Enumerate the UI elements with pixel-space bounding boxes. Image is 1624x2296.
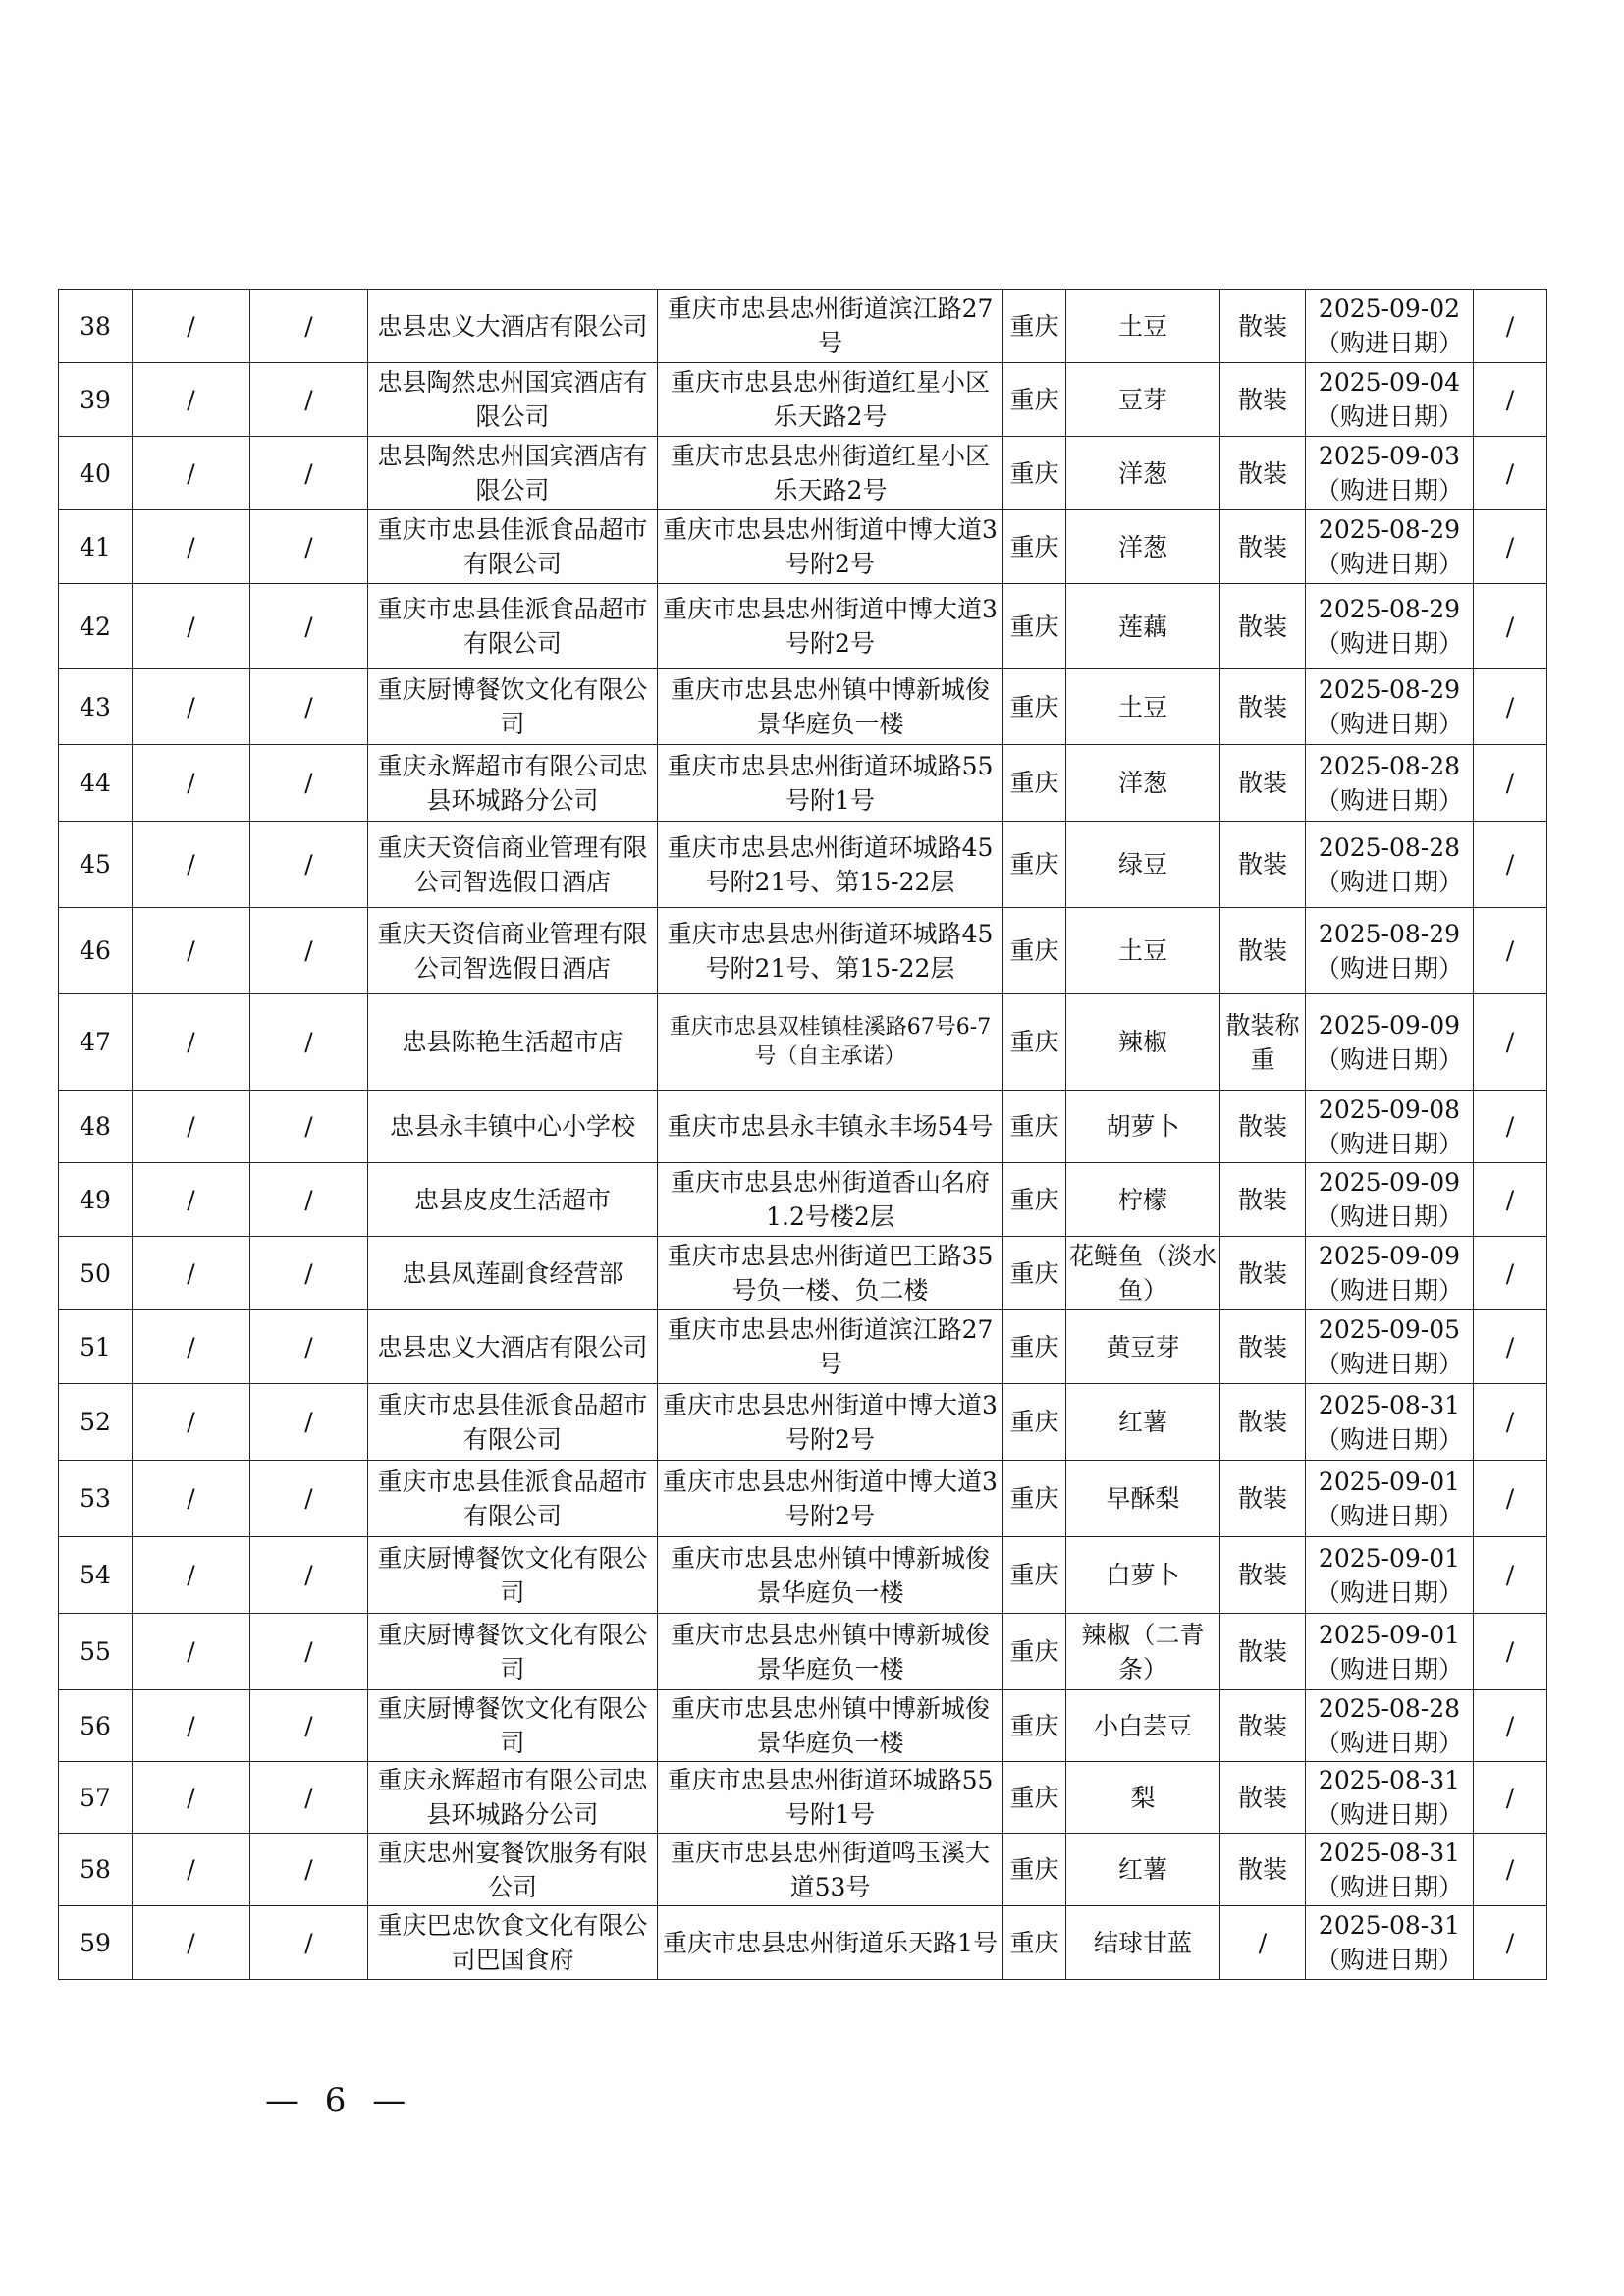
slash-cell: / bbox=[250, 1762, 368, 1834]
product-cell: 柠檬 bbox=[1066, 1163, 1220, 1237]
date-note: （购进日期） bbox=[1315, 1044, 1463, 1074]
packaging-cell: 散装 bbox=[1220, 1163, 1306, 1237]
province-cell: 重庆 bbox=[1003, 510, 1066, 584]
product-cell: 绿豆 bbox=[1066, 822, 1220, 908]
slash-cell: / bbox=[1474, 437, 1547, 510]
row-number-cell: 58 bbox=[59, 1834, 133, 1906]
date-cell bbox=[1306, 669, 1474, 745]
date-value: 2025-08-31 bbox=[1318, 1390, 1461, 1419]
company-cell: 重庆厨博餐饮文化有限公司 bbox=[368, 1537, 658, 1614]
row-number-cell: 56 bbox=[59, 1690, 133, 1762]
table-row bbox=[59, 1834, 1547, 1906]
packaging-cell: 散装 bbox=[1220, 510, 1306, 584]
date-value: 2025-09-01 bbox=[1318, 1543, 1461, 1573]
row-number-cell: 49 bbox=[59, 1163, 133, 1237]
date-cell bbox=[1306, 437, 1474, 510]
company-cell: 忠县皮皮生活超市 bbox=[368, 1163, 658, 1237]
packaging-cell: 散装 bbox=[1220, 1834, 1306, 1906]
date-cell bbox=[1306, 1834, 1474, 1906]
row-number-cell: 45 bbox=[59, 822, 133, 908]
product-cell: 早酥梨 bbox=[1066, 1461, 1220, 1537]
slash-cell: / bbox=[250, 1310, 368, 1384]
company-cell: 忠县陶然忠州国宾酒店有限公司 bbox=[368, 363, 658, 437]
slash-cell: / bbox=[133, 1762, 250, 1834]
company-cell: 忠县永丰镇中心小学校 bbox=[368, 1091, 658, 1163]
slash-cell: / bbox=[250, 363, 368, 437]
province-cell: 重庆 bbox=[1003, 1690, 1066, 1762]
slash-cell: / bbox=[250, 745, 368, 822]
table-row bbox=[59, 584, 1547, 669]
address-cell: 重庆市忠县忠州街道中博大道3号附2号 bbox=[658, 584, 1003, 669]
table-row bbox=[59, 669, 1547, 745]
company-cell: 重庆天资信商业管理有限公司智选假日酒店 bbox=[368, 822, 658, 908]
product-cell: 洋葱 bbox=[1066, 745, 1220, 822]
table-row bbox=[59, 822, 1547, 908]
packaging-cell: 散装 bbox=[1220, 669, 1306, 745]
province-cell: 重庆 bbox=[1003, 1614, 1066, 1690]
row-number-cell: 40 bbox=[59, 437, 133, 510]
product-cell: 红薯 bbox=[1066, 1834, 1220, 1906]
product-cell: 辣椒 bbox=[1066, 994, 1220, 1091]
date-note: （购进日期） bbox=[1315, 710, 1463, 738]
product-cell: 豆芽 bbox=[1066, 363, 1220, 437]
date-note: （购进日期） bbox=[1315, 953, 1463, 983]
row-number-cell: 59 bbox=[59, 1906, 133, 1980]
slash-cell: / bbox=[133, 994, 250, 1091]
slash-cell: / bbox=[250, 822, 368, 908]
slash-cell: / bbox=[250, 510, 368, 584]
slash-cell: / bbox=[133, 1834, 250, 1906]
address-cell: 重庆市忠县忠州街道红星小区乐天路2号 bbox=[658, 437, 1003, 510]
address-cell: 重庆市忠县忠州街道环城路45号附21号、第15-22层 bbox=[658, 822, 1003, 908]
product-cell: 黄豆芽 bbox=[1066, 1310, 1220, 1384]
date-value: 2025-09-09 bbox=[1318, 1242, 1461, 1270]
company-cell: 重庆市忠县佳派食品超市有限公司 bbox=[368, 510, 658, 584]
date-note: （购进日期） bbox=[1315, 1729, 1463, 1757]
slash-cell: / bbox=[1474, 510, 1547, 584]
slash-cell: / bbox=[133, 908, 250, 994]
table-row bbox=[59, 1461, 1547, 1537]
slash-cell: / bbox=[250, 1461, 368, 1537]
date-note: （购进日期） bbox=[1315, 1350, 1463, 1378]
company-cell: 重庆永辉超市有限公司忠县环城路分公司 bbox=[368, 1762, 658, 1834]
packaging-cell: 散装称重 bbox=[1220, 994, 1306, 1091]
date-cell bbox=[1306, 1163, 1474, 1237]
date-value: 2025-09-09 bbox=[1318, 1168, 1461, 1197]
slash-cell: / bbox=[1474, 822, 1547, 908]
date-note: （购进日期） bbox=[1315, 785, 1463, 815]
address-cell: 重庆市忠县忠州街道鸣玉溪大道53号 bbox=[658, 1834, 1003, 1906]
packaging-cell: 散装 bbox=[1220, 1762, 1306, 1834]
address-cell: 重庆市忠县双桂镇桂溪路67号6-7号（自主承诺） bbox=[658, 994, 1003, 1091]
province-cell: 重庆 bbox=[1003, 1906, 1066, 1980]
date-note: （购进日期） bbox=[1315, 867, 1463, 896]
slash-cell: / bbox=[250, 584, 368, 669]
slash-cell: / bbox=[133, 1163, 250, 1237]
table-row bbox=[59, 1237, 1547, 1310]
date-value: 2025-08-31 bbox=[1318, 1838, 1461, 1867]
slash-cell: / bbox=[250, 1834, 368, 1906]
product-cell: 土豆 bbox=[1066, 290, 1220, 363]
product-cell: 胡萝卜 bbox=[1066, 1091, 1220, 1163]
province-cell: 重庆 bbox=[1003, 994, 1066, 1091]
date-cell bbox=[1306, 908, 1474, 994]
date-cell bbox=[1306, 822, 1474, 908]
company-cell: 重庆天资信商业管理有限公司智选假日酒店 bbox=[368, 908, 658, 994]
province-cell: 重庆 bbox=[1003, 290, 1066, 363]
company-cell: 忠县忠义大酒店有限公司 bbox=[368, 290, 658, 363]
row-number-cell: 44 bbox=[59, 745, 133, 822]
table-row bbox=[59, 745, 1547, 822]
slash-cell: / bbox=[1474, 1461, 1547, 1537]
slash-cell: / bbox=[133, 437, 250, 510]
slash-cell: / bbox=[1474, 1237, 1547, 1310]
date-value: 2025-09-08 bbox=[1318, 1095, 1461, 1124]
slash-cell: / bbox=[1474, 1762, 1547, 1834]
province-cell: 重庆 bbox=[1003, 669, 1066, 745]
product-cell: 红薯 bbox=[1066, 1384, 1220, 1461]
packaging-cell: 散装 bbox=[1220, 363, 1306, 437]
date-value: 2025-09-04 bbox=[1318, 368, 1461, 397]
date-value: 2025-08-29 bbox=[1318, 675, 1461, 704]
product-cell: 辣椒（二青条） bbox=[1066, 1614, 1220, 1690]
slash-cell: / bbox=[1474, 745, 1547, 822]
date-cell bbox=[1306, 745, 1474, 822]
table-row bbox=[59, 437, 1547, 510]
slash-cell: / bbox=[133, 822, 250, 908]
province-cell: 重庆 bbox=[1003, 908, 1066, 994]
inspection-table bbox=[58, 289, 1547, 1980]
slash-cell: / bbox=[133, 290, 250, 363]
company-cell: 重庆厨博餐饮文化有限公司 bbox=[368, 669, 658, 745]
table-row bbox=[59, 1537, 1547, 1614]
slash-cell: / bbox=[1474, 1384, 1547, 1461]
product-cell: 土豆 bbox=[1066, 669, 1220, 745]
date-value: 2025-08-29 bbox=[1318, 919, 1461, 948]
slash-cell: / bbox=[250, 437, 368, 510]
table-row bbox=[59, 1310, 1547, 1384]
packaging-cell: 散装 bbox=[1220, 1237, 1306, 1310]
date-value: 2025-09-03 bbox=[1318, 442, 1461, 470]
product-cell: 土豆 bbox=[1066, 908, 1220, 994]
date-value: 2025-08-29 bbox=[1318, 595, 1461, 623]
packaging-cell: 散装 bbox=[1220, 1614, 1306, 1690]
slash-cell: / bbox=[1474, 584, 1547, 669]
row-number-cell: 38 bbox=[59, 290, 133, 363]
table-row bbox=[59, 908, 1547, 994]
company-cell: 重庆市忠县佳派食品超市有限公司 bbox=[368, 1461, 658, 1537]
table-row bbox=[59, 290, 1547, 363]
address-cell: 重庆市忠县忠州镇中博新城俊景华庭负一楼 bbox=[658, 1690, 1003, 1762]
address-cell: 重庆市忠县忠州街道香山名府1.2号楼2层 bbox=[658, 1163, 1003, 1237]
row-number-cell: 55 bbox=[59, 1614, 133, 1690]
date-cell bbox=[1306, 584, 1474, 669]
slash-cell: / bbox=[250, 669, 368, 745]
product-cell: 莲藕 bbox=[1066, 584, 1220, 669]
product-cell: 梨 bbox=[1066, 1762, 1220, 1834]
address-cell: 重庆市忠县忠州街道中博大道3号附2号 bbox=[658, 1384, 1003, 1461]
address-cell: 重庆市忠县忠州街道环城路55号附1号 bbox=[658, 745, 1003, 822]
packaging-cell: 散装 bbox=[1220, 437, 1306, 510]
slash-cell: / bbox=[133, 1384, 250, 1461]
address-cell: 重庆市忠县忠州街道巴王路35号负一楼、负二楼 bbox=[658, 1237, 1003, 1310]
slash-cell: / bbox=[1474, 669, 1547, 745]
date-value: 2025-09-05 bbox=[1318, 1315, 1461, 1344]
date-note: （购进日期） bbox=[1315, 1577, 1463, 1607]
company-cell: 重庆忠州宴餐饮服务有限公司 bbox=[368, 1834, 658, 1906]
company-cell: 重庆永辉超市有限公司忠县环城路分公司 bbox=[368, 745, 658, 822]
date-cell bbox=[1306, 290, 1474, 363]
row-number-cell: 42 bbox=[59, 584, 133, 669]
table-row bbox=[59, 510, 1547, 584]
date-value: 2025-09-01 bbox=[1318, 1467, 1461, 1496]
product-cell: 花鲢鱼（淡水鱼） bbox=[1066, 1237, 1220, 1310]
address-cell: 重庆市忠县永丰镇永丰场54号 bbox=[658, 1091, 1003, 1163]
company-cell: 忠县陈艳生活超市店 bbox=[368, 994, 658, 1091]
row-number-cell: 48 bbox=[59, 1091, 133, 1163]
province-cell: 重庆 bbox=[1003, 1461, 1066, 1537]
date-note: （购进日期） bbox=[1315, 550, 1463, 578]
slash-cell: / bbox=[133, 1537, 250, 1614]
slash-cell: / bbox=[133, 1237, 250, 1310]
table-row bbox=[59, 1163, 1547, 1237]
product-cell: 洋葱 bbox=[1066, 437, 1220, 510]
slash-cell: / bbox=[1474, 1834, 1547, 1906]
address-cell: 重庆市忠县忠州街道环城路55号附1号 bbox=[658, 1762, 1003, 1834]
province-cell: 重庆 bbox=[1003, 1091, 1066, 1163]
slash-cell: / bbox=[1474, 1310, 1547, 1384]
table-row bbox=[59, 1614, 1547, 1690]
address-cell: 重庆市忠县忠州镇中博新城俊景华庭负一楼 bbox=[658, 1537, 1003, 1614]
date-note: （购进日期） bbox=[1315, 1501, 1463, 1530]
slash-cell: / bbox=[1474, 1091, 1547, 1163]
row-number-cell: 41 bbox=[59, 510, 133, 584]
date-note: （购进日期） bbox=[1315, 1946, 1463, 1974]
product-cell: 结球甘蓝 bbox=[1066, 1906, 1220, 1980]
address-cell: 重庆市忠县忠州街道中博大道3号附2号 bbox=[658, 1461, 1003, 1537]
date-cell bbox=[1306, 1906, 1474, 1980]
row-number-cell: 47 bbox=[59, 994, 133, 1091]
date-value: 2025-08-29 bbox=[1318, 515, 1461, 544]
company-cell: 重庆厨博餐饮文化有限公司 bbox=[368, 1614, 658, 1690]
slash-cell: / bbox=[250, 908, 368, 994]
date-note: （购进日期） bbox=[1315, 476, 1463, 505]
slash-cell: / bbox=[133, 1906, 250, 1980]
province-cell: 重庆 bbox=[1003, 1163, 1066, 1237]
province-cell: 重庆 bbox=[1003, 745, 1066, 822]
slash-cell: / bbox=[1474, 1690, 1547, 1762]
date-cell bbox=[1306, 1461, 1474, 1537]
slash-cell: / bbox=[250, 1163, 368, 1237]
slash-cell: / bbox=[250, 1690, 368, 1762]
address-cell: 重庆市忠县忠州街道滨江路27号 bbox=[658, 290, 1003, 363]
row-number-cell: 52 bbox=[59, 1384, 133, 1461]
slash-cell: / bbox=[133, 1310, 250, 1384]
date-cell bbox=[1306, 510, 1474, 584]
packaging-cell: 散装 bbox=[1220, 1690, 1306, 1762]
slash-cell: / bbox=[133, 1461, 250, 1537]
date-note: （购进日期） bbox=[1315, 329, 1463, 357]
slash-cell: / bbox=[1474, 1537, 1547, 1614]
date-note: （购进日期） bbox=[1315, 1872, 1463, 1901]
slash-cell: / bbox=[250, 1906, 368, 1980]
province-cell: 重庆 bbox=[1003, 1762, 1066, 1834]
row-number-cell: 53 bbox=[59, 1461, 133, 1537]
company-cell: 重庆市忠县佳派食品超市有限公司 bbox=[368, 1384, 658, 1461]
packaging-cell: 散装 bbox=[1220, 584, 1306, 669]
address-cell: 重庆市忠县忠州镇中博新城俊景华庭负一楼 bbox=[658, 669, 1003, 745]
packaging-cell: 散装 bbox=[1220, 290, 1306, 363]
slash-cell: / bbox=[133, 745, 250, 822]
province-cell: 重庆 bbox=[1003, 363, 1066, 437]
slash-cell: / bbox=[133, 1091, 250, 1163]
province-cell: 重庆 bbox=[1003, 822, 1066, 908]
slash-cell: / bbox=[250, 994, 368, 1091]
date-value: 2025-08-28 bbox=[1318, 1694, 1461, 1723]
page-number: — 6 — bbox=[265, 2081, 414, 2120]
product-cell: 小白芸豆 bbox=[1066, 1690, 1220, 1762]
packaging-cell: 散装 bbox=[1220, 1091, 1306, 1163]
packaging-cell: 散装 bbox=[1220, 822, 1306, 908]
date-cell bbox=[1306, 1614, 1474, 1690]
date-cell bbox=[1306, 994, 1474, 1091]
province-cell: 重庆 bbox=[1003, 1237, 1066, 1310]
company-cell: 忠县凤莲副食经营部 bbox=[368, 1237, 658, 1310]
packaging-cell: 散装 bbox=[1220, 1537, 1306, 1614]
date-note: （购进日期） bbox=[1315, 1424, 1463, 1454]
row-number-cell: 51 bbox=[59, 1310, 133, 1384]
date-note: （购进日期） bbox=[1315, 1202, 1463, 1231]
date-value: 2025-08-28 bbox=[1318, 832, 1461, 862]
date-note: （购进日期） bbox=[1315, 1129, 1463, 1158]
row-number-cell: 54 bbox=[59, 1537, 133, 1614]
province-cell: 重庆 bbox=[1003, 1310, 1066, 1384]
slash-cell: / bbox=[250, 290, 368, 363]
date-cell bbox=[1306, 1537, 1474, 1614]
date-cell bbox=[1306, 1091, 1474, 1163]
company-cell: 重庆巴忠饮食文化有限公司巴国食府 bbox=[368, 1906, 658, 1980]
date-value: 2025-09-02 bbox=[1318, 294, 1461, 323]
company-cell: 重庆市忠县佳派食品超市有限公司 bbox=[368, 584, 658, 669]
row-number-cell: 46 bbox=[59, 908, 133, 994]
address-cell: 重庆市忠县忠州街道红星小区乐天路2号 bbox=[658, 363, 1003, 437]
company-cell: 重庆厨博餐饮文化有限公司 bbox=[368, 1690, 658, 1762]
date-value: 2025-08-31 bbox=[1318, 1766, 1461, 1794]
date-value: 2025-08-31 bbox=[1318, 1911, 1461, 1940]
date-value: 2025-08-28 bbox=[1318, 751, 1461, 780]
product-cell: 白萝卜 bbox=[1066, 1537, 1220, 1614]
date-cell bbox=[1306, 363, 1474, 437]
slash-cell: / bbox=[1474, 1906, 1547, 1980]
date-value: 2025-09-01 bbox=[1318, 1620, 1461, 1649]
row-number-cell: 50 bbox=[59, 1237, 133, 1310]
address-cell: 重庆市忠县忠州镇中博新城俊景华庭负一楼 bbox=[658, 1614, 1003, 1690]
company-cell: 忠县陶然忠州国宾酒店有限公司 bbox=[368, 437, 658, 510]
table-row bbox=[59, 994, 1547, 1091]
date-note: （购进日期） bbox=[1315, 1800, 1463, 1829]
table-row bbox=[59, 363, 1547, 437]
company-cell: 忠县忠义大酒店有限公司 bbox=[368, 1310, 658, 1384]
slash-cell: / bbox=[1474, 290, 1547, 363]
date-note: （购进日期） bbox=[1315, 402, 1463, 431]
slash-cell: / bbox=[133, 584, 250, 669]
packaging-cell: 散装 bbox=[1220, 1310, 1306, 1384]
date-note: （购进日期） bbox=[1315, 629, 1463, 658]
packaging-cell: 散装 bbox=[1220, 1384, 1306, 1461]
date-cell bbox=[1306, 1762, 1474, 1834]
packaging-cell: 散装 bbox=[1220, 745, 1306, 822]
address-cell: 重庆市忠县忠州街道滨江路27号 bbox=[658, 1310, 1003, 1384]
slash-cell: / bbox=[250, 1614, 368, 1690]
date-note: （购进日期） bbox=[1315, 1276, 1463, 1305]
slash-cell: / bbox=[133, 363, 250, 437]
slash-cell: / bbox=[250, 1237, 368, 1310]
table-row bbox=[59, 1906, 1547, 1980]
slash-cell: / bbox=[1474, 994, 1547, 1091]
slash-cell: / bbox=[1474, 908, 1547, 994]
table-body bbox=[59, 290, 1547, 1980]
row-number-cell: 57 bbox=[59, 1762, 133, 1834]
packaging-cell: / bbox=[1220, 1906, 1306, 1980]
date-note: （购进日期） bbox=[1315, 1654, 1463, 1683]
slash-cell: / bbox=[133, 1690, 250, 1762]
province-cell: 重庆 bbox=[1003, 1537, 1066, 1614]
slash-cell: / bbox=[133, 669, 250, 745]
table-row bbox=[59, 1762, 1547, 1834]
address-cell: 重庆市忠县忠州街道乐天路1号 bbox=[658, 1906, 1003, 1980]
slash-cell: / bbox=[1474, 1163, 1547, 1237]
table-row bbox=[59, 1091, 1547, 1163]
province-cell: 重庆 bbox=[1003, 1834, 1066, 1906]
slash-cell: / bbox=[1474, 1614, 1547, 1690]
slash-cell: / bbox=[250, 1537, 368, 1614]
packaging-cell: 散装 bbox=[1220, 1461, 1306, 1537]
date-value: 2025-09-09 bbox=[1318, 1010, 1461, 1040]
slash-cell: / bbox=[133, 510, 250, 584]
province-cell: 重庆 bbox=[1003, 584, 1066, 669]
packaging-cell: 散装 bbox=[1220, 908, 1306, 994]
date-cell bbox=[1306, 1310, 1474, 1384]
province-cell: 重庆 bbox=[1003, 1384, 1066, 1461]
slash-cell: / bbox=[250, 1384, 368, 1461]
slash-cell: / bbox=[250, 1091, 368, 1163]
date-cell bbox=[1306, 1237, 1474, 1310]
date-cell bbox=[1306, 1384, 1474, 1461]
address-cell: 重庆市忠县忠州街道环城路45号附21号、第15-22层 bbox=[658, 908, 1003, 994]
date-cell bbox=[1306, 1690, 1474, 1762]
slash-cell: / bbox=[133, 1614, 250, 1690]
product-cell: 洋葱 bbox=[1066, 510, 1220, 584]
row-number-cell: 43 bbox=[59, 669, 133, 745]
address-cell: 重庆市忠县忠州街道中博大道3号附2号 bbox=[658, 510, 1003, 584]
row-number-cell: 39 bbox=[59, 363, 133, 437]
province-cell: 重庆 bbox=[1003, 437, 1066, 510]
table-row bbox=[59, 1690, 1547, 1762]
table-row bbox=[59, 1384, 1547, 1461]
slash-cell: / bbox=[1474, 363, 1547, 437]
